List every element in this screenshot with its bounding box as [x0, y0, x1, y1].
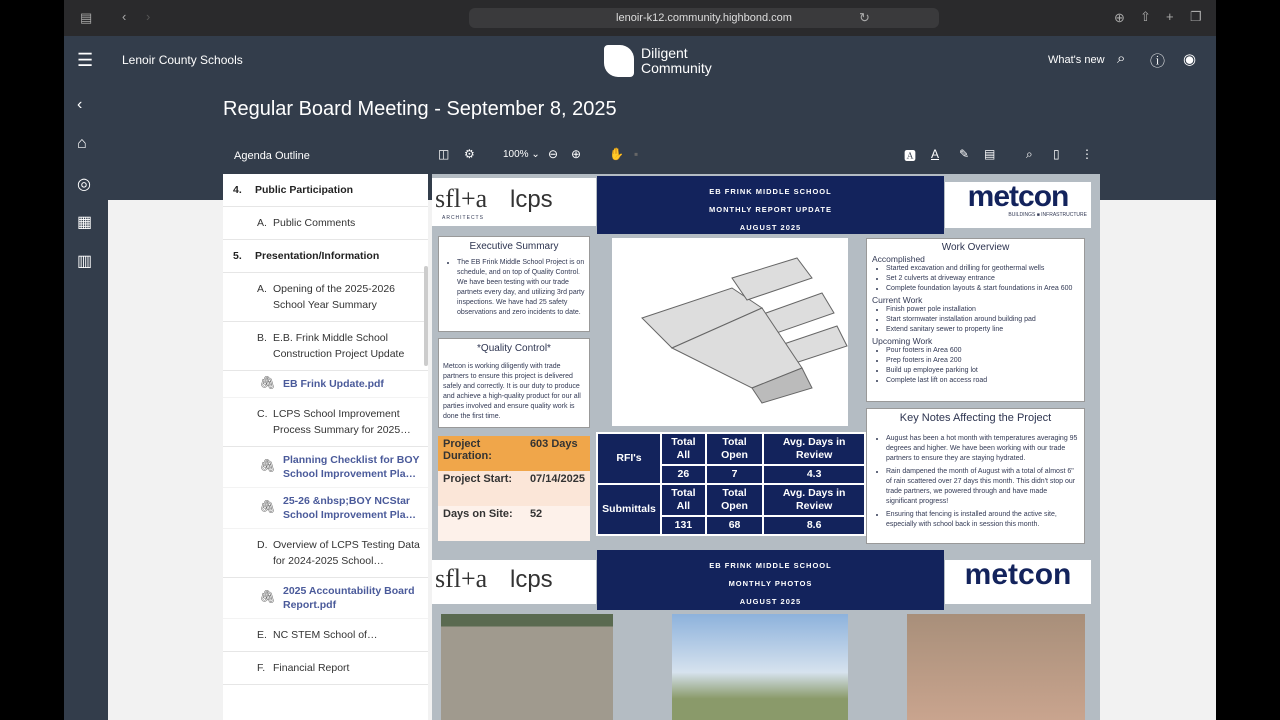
library-icon[interactable]: ▥ — [77, 253, 93, 270]
grid-value: 7 — [706, 465, 764, 484]
agenda-attachment[interactable]: 🖇 2025 Accountability Board Report.pdf — [223, 578, 428, 619]
agenda-subitem[interactable]: E. NC STEM School of… — [223, 619, 428, 652]
menu-icon[interactable]: ☰ — [77, 50, 94, 70]
photos-banner — [597, 550, 944, 610]
account-icon[interactable]: ◉ — [1183, 51, 1197, 68]
zoom-select[interactable]: 100% ⌄ — [503, 149, 540, 160]
back-icon[interactable]: ‹ — [77, 96, 83, 113]
search-doc-icon[interactable]: ⌕ — [1026, 147, 1033, 161]
work-item: • Prep footers in Area 200 — [886, 356, 1079, 366]
agenda-outline — [223, 174, 428, 720]
forward-icon[interactable]: › — [146, 9, 151, 24]
agenda-subitem[interactable]: A. Opening of the 2025-2026 School Year Summary — [223, 273, 428, 322]
grid-value: 131 — [661, 516, 706, 535]
agenda-subitem[interactable]: F. Financial Report — [223, 652, 428, 685]
agenda-outline-label: Agenda Outline — [234, 150, 310, 162]
work-section-heading: Current Work — [872, 295, 923, 305]
more-icon[interactable]: ⋮ — [1081, 147, 1093, 161]
grid-header: Avg. Days in Review — [763, 433, 865, 465]
grid-header: Avg. Days in Review — [763, 484, 865, 516]
browser-toolbar — [64, 0, 1216, 36]
text-box-icon[interactable]: 🅰 — [904, 149, 917, 163]
grid-value: 4.3 — [763, 465, 865, 484]
work-section-heading: Upcoming Work — [872, 336, 933, 346]
banner-line: MONTHLY REPORT UPDATE — [709, 205, 832, 214]
work-item: • Build up employee parking lot — [886, 366, 1079, 376]
banner-line: EB FRINK MIDDLE SCHOOL — [709, 561, 832, 570]
share-icon[interactable]: ⇧ — [1140, 9, 1151, 24]
architect-logos-2: sfl+a lcps — [432, 560, 596, 604]
agenda-attachment[interactable]: 🖇 25-26 &nbsp;BOY NCStar School Improvement Pla… — [223, 488, 428, 529]
banner-line: AUGUST 2025 — [739, 597, 802, 606]
zoom-out-icon[interactable]: ⊖ — [548, 147, 559, 161]
stat-row: Project Start: 07/14/2025 — [438, 471, 590, 506]
url-text: lenoir-k12.community.highbond.com — [616, 12, 792, 24]
work-item: • Pour footers in Area 600 — [886, 346, 1079, 356]
agenda-scrollbar[interactable] — [424, 266, 428, 366]
work-section-heading: Accomplished — [872, 254, 925, 264]
metcon-logo: metcon BUILDINGS ■ INFRASTRUCTURE — [945, 182, 1091, 228]
site-photo-2 — [672, 614, 848, 720]
key-notes: Key Notes Affecting the Project • August has been a hot month with temperatures averaging 95 degrees and higher. We have been working with our trade partners to ensure they are staying hydrated. • Rain dampened the month of August with a total of almost 6" of rain scattered over 27 days this month. This didn't stop our trade partners, we powered through and have made significant progress! • Ensuring that fencing is installed around the active site, especially with school back in session this month. — [866, 408, 1085, 544]
pdf-viewer — [432, 174, 1100, 720]
highlight-icon[interactable]: ✎ — [959, 147, 970, 161]
select-icon[interactable]: ▪ — [634, 147, 639, 161]
banner-line: EB FRINK MIDDLE SCHOOL — [709, 187, 832, 196]
banner-line: AUGUST 2025 — [739, 223, 802, 232]
work-item: • Set 2 culverts at driveway entrance — [886, 274, 1079, 284]
work-item: • Started excavation and drilling for geothermal wells — [886, 264, 1079, 274]
agenda-subitem[interactable]: D. Overview of LCPS Testing Data for 2024-2025 School… — [223, 529, 428, 578]
architect-logos: sfl+a ARCHITECTS lcps — [432, 178, 596, 226]
work-item: • Complete foundation layouts & start foundations in Area 600 — [886, 284, 1079, 294]
work-item: • Extend sanitary sewer to property line — [886, 325, 1079, 335]
paperclip-icon: 🖇 — [259, 375, 276, 390]
grid-label: Submittals — [597, 484, 661, 535]
search-icon[interactable]: ⌕ — [1117, 50, 1126, 67]
executive-summary: Executive Summary • The EB Frink Middle School Project is on schedule, and on top of Quality Control. We have been testing with our trade partnets every day, and utilizing 3rd party inspections. We have had 25 safety observations and zero incidents to date. — [438, 236, 590, 332]
back-icon[interactable]: ‹ — [122, 9, 127, 24]
agenda-subitem[interactable]: A. Public Comments — [223, 207, 428, 240]
work-overview: Work Overview Accomplished • Started excavation and drilling for geothermal wells • Set 2 culverts at driveway entrance • Complete foundation layouts & start foundations in Area 600 Current Work • Finish power pole installation • Start stormwater installation around building pad • Extend sanitary sewer to property line Upcoming Work • Pour footers in Area 600 • Prep footers in Area 200 • Build up employee parking lot • Complete last lift on access road — [866, 238, 1085, 402]
site-photo-1 — [441, 614, 613, 720]
pan-hand-icon[interactable]: ✋ — [609, 147, 624, 161]
page-title: Regular Board Meeting - September 8, 2025 — [223, 98, 617, 120]
comment-icon[interactable]: ▤ — [984, 147, 996, 161]
target-icon[interactable]: ◎ — [77, 176, 91, 193]
app: ☰ ‹ ⌂ ◎ ▦ ▥ Lenoir County Schools Diligent Community What's new ⌕ ⓘ ◉ Regular Board Meeting - September 8, 2025 Agenda Outline ◫ ⚙ 100% ⌄ ⊖ ⊕ ✋ ▪ 🅰 A ✎ ▤ ⌕ ▯ ⋮ 4. Public Participation A. Public Comments 5. Presentation/Information A. Opening of the 2025-2026 School Year Summary B. E.B. Frink Middle School Construction Project Update 🖇 EB Frink Update.pdf C. LCPS School Improvement Process Summary for 2025… 🖇 Planning Checklist for BOY School Improvement Pla… 🖇 25-26 &nbsp;BOY NCStar School Improvement Pla… D. Overview of LCPS Testing Data for 2024-2025 School… 🖇 2025 Accountability Board Report.pdf E. NC STEM School of… F. Financial Report sfl+a ARCHITECTS lcps EB FRINK MIDDLE SCHOOL MONTHLY REPORT UPDATE AUGUST 2025 metcon BUILDINGS ■ INFRASTRUCTURE Executive Summary • The EB Frink Middle School Project is on schedule, and on top of Quality Control. We have been testing with our trade partnets every day, and utilizing 3rd party inspections. We have had 25 safety observations and zero incidents to date. *Quality Control* Metcon is working diligently with trade partners to ensure this project is delivered safely and correctly. It is our duty to produce and achieve a high-quality product for our all parties involved and ensure quality work is done the first time. Work Overview Accomplished • Started excavation and drilling for geothermal wells • Set 2 culverts at driveway entrance • Complete foundation layouts & start foundations in Area 600 Current Work • Finish power pole installation • Start stormwater installation around building pad • Extend sanitary sewer to property line Upcoming Work • Pour footers in Area 600 • Prep footers in Area 200 • Build up employee parking lot • Complete last lift on access road Key Notes Affecting the Project • August has been a hot month with temperatures averaging 95 degrees and higher. We have been working with our trade partners to ensure they are staying hydrated. • Rain dampened the month of August with a total of almost 6" of rain scattered over 27 days this month. This didn't stop our trade partners, we powered through and have made significant progress! • Ensuring that fencing is installed around the active site, especially with school back in session this month. Project Duration: 603 Days Project Start: 07/14/2025 Days on Site: 52 RFI's Total All Total Open Avg. Days in Review 26 7 4.3 Submittals Total All Total Open Avg. Days in Review 131 68 8.6 sfl+a lcps EB FRINK MIDDLE SCHOOL MONTHLY PHOTOS AUGUST 2025 metcon — [64, 36, 1216, 720]
grid-value: 8.6 — [763, 516, 865, 535]
rfi-submittal-table — [596, 432, 866, 536]
note-item: • Rain dampened the month of August with a total of almost 6" of rain scattered over 27 days this month. This didn't stop our trade partners, we powered through and have made significant progress! — [886, 467, 1079, 507]
work-item: • Finish power pole installation — [886, 305, 1079, 315]
report-banner — [597, 176, 944, 234]
org-name: Lenoir County Schools — [122, 53, 243, 67]
side-panel-icon[interactable]: ▯ — [1053, 147, 1060, 161]
paperclip-icon: 🖇 — [259, 589, 276, 604]
note-item: • August has been a hot month with temperatures averaging 95 degrees and higher. We have been working with our trade partners to ensure they are staying hydrated. — [886, 434, 1079, 464]
settings-icon[interactable]: ⚙ — [464, 147, 475, 161]
grid-header: Total Open — [706, 433, 764, 465]
work-item: • Complete last lift on access road — [886, 376, 1079, 386]
help-icon[interactable]: ⓘ — [1150, 53, 1166, 70]
nav-rail — [64, 36, 108, 720]
agenda-attachment[interactable]: 🖇 EB Frink Update.pdf — [223, 371, 428, 398]
grid-header: Total All — [661, 433, 706, 465]
building-rendering — [612, 238, 848, 426]
home-icon[interactable]: ⌂ — [77, 135, 87, 152]
zoom-in-icon[interactable]: ⊕ — [571, 147, 582, 161]
agenda-item[interactable]: 5. Presentation/Information — [223, 240, 428, 273]
agenda-item[interactable]: 4. Public Participation — [223, 174, 428, 207]
grid-label: RFI's — [597, 433, 661, 484]
stat-row: Project Duration: 603 Days — [438, 436, 590, 471]
paperclip-icon: 🖇 — [259, 458, 276, 473]
banner-line: MONTHLY PHOTOS — [728, 579, 813, 588]
metcon-logo-2: metcon — [945, 560, 1091, 604]
work-item: • Start stormwater installation around building pad — [886, 315, 1079, 325]
grid-value: 68 — [706, 516, 764, 535]
site-photo-3 — [907, 614, 1085, 720]
download-icon[interactable]: ⊕ — [1114, 10, 1125, 25]
agenda-subitem[interactable]: B. E.B. Frink Middle School Construction Project Update — [223, 322, 428, 371]
whats-new-link[interactable]: What's new — [1048, 54, 1105, 66]
agenda-subitem[interactable]: C. LCPS School Improvement Process Summary for 2025… — [223, 398, 428, 447]
grid-value: 26 — [661, 465, 706, 484]
reload-icon[interactable]: ↻ — [859, 10, 870, 25]
calendar-icon[interactable]: ▦ — [77, 214, 93, 231]
note-item: • Ensuring that fencing is installed around the active site, especially with school back in session this month. — [886, 510, 1079, 530]
grid-header: Total Open — [706, 484, 764, 516]
tabs-icon[interactable]: ❐ — [1190, 9, 1202, 24]
sidebar-toggle-icon[interactable]: ▤ — [80, 10, 93, 25]
new-tab-icon[interactable]: + — [1166, 9, 1174, 24]
agenda-attachment[interactable]: 🖇 Planning Checklist for BOY School Improvement Pla… — [223, 447, 428, 488]
stat-row: Days on Site: 52 — [438, 506, 590, 541]
panel-toggle-icon[interactable]: ◫ — [438, 147, 450, 161]
text-underline-icon[interactable]: A — [931, 147, 940, 161]
quality-control: *Quality Control* Metcon is working diligently with trade partners to ensure this project is delivered safely and correctly. It is our duty to produce and achieve a high-quality product for our all parties involved and ensure quality work is done the first time. — [438, 338, 590, 428]
grid-header: Total All — [661, 484, 706, 516]
project-stats — [438, 436, 590, 541]
paperclip-icon: 🖇 — [259, 499, 276, 514]
